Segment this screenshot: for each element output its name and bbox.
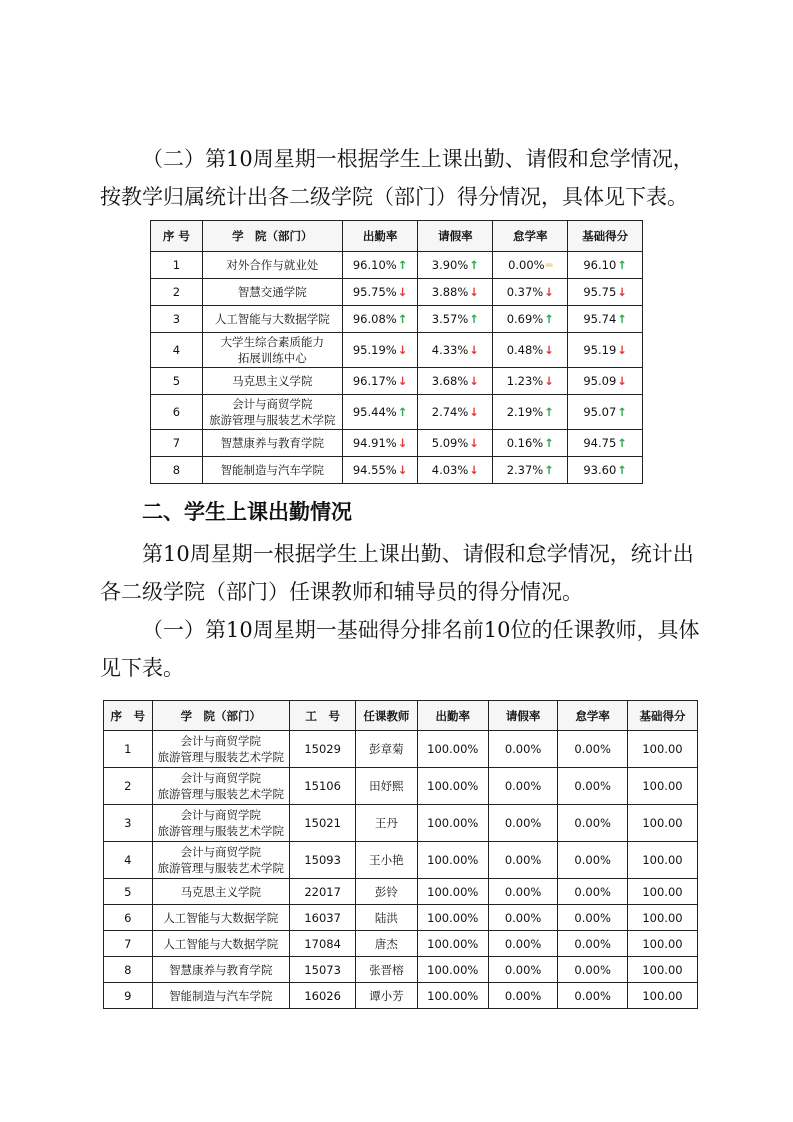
section-heading: 二、学生上课出勤情况: [142, 500, 352, 524]
college-cell: [202, 252, 342, 279]
table-header-row: [151, 221, 643, 252]
attendance-value: 96.10%: [352, 258, 397, 272]
trend-up-icon: ↑: [617, 405, 627, 419]
table-row: [104, 768, 698, 805]
leave-value: 3.90%: [431, 258, 469, 272]
row-number: 7: [104, 931, 153, 957]
teacher-name: 王丹: [356, 805, 418, 842]
col-header-attendance: 出勤率: [342, 221, 418, 252]
base-score: 100.00: [627, 905, 697, 931]
truancy-value: 0.37%: [506, 285, 544, 299]
col-header-college: 学 院（部门）: [152, 701, 290, 731]
employee-id: 15021: [290, 805, 356, 842]
truancy-cell: [493, 395, 568, 430]
truancy-rate: 0.00%: [558, 879, 628, 905]
college-name-line: 智慧交通学院: [237, 285, 307, 299]
leave-value: 4.03%: [431, 463, 469, 477]
trend-down-icon: ↓: [617, 285, 627, 299]
table-row: [151, 306, 643, 333]
college-name-line: 旅游管理与服装艺术学院: [157, 824, 285, 838]
subsection-paragraph: （一）第10周星期一基础得分排名前10位的任课教师，具体见下表。: [100, 618, 700, 680]
score-cell: [568, 368, 643, 395]
trend-up-icon: ↑: [544, 405, 554, 419]
teacher-name: 谭小芳: [356, 983, 418, 1009]
attendance-rate: 100.00%: [417, 983, 488, 1009]
col-header-truancy: 怠学率: [558, 701, 628, 731]
table-row: [104, 905, 698, 931]
attendance-cell: [342, 279, 418, 306]
trend-down-icon: ↓: [544, 374, 554, 388]
score-value: 95.74: [583, 312, 617, 326]
attendance-rate: 100.00%: [417, 905, 488, 931]
table-row: [151, 279, 643, 306]
college-name-line: 对外合作与就业处: [226, 258, 319, 272]
attendance-rate: 100.00%: [417, 731, 488, 768]
trend-down-icon: ↓: [617, 343, 627, 357]
truancy-cell: [493, 368, 568, 395]
base-score: 100.00: [627, 931, 697, 957]
row-number: 2: [151, 279, 203, 306]
employee-id: 15073: [290, 957, 356, 983]
leave-value: 4.33%: [431, 343, 469, 357]
table-row: [104, 931, 698, 957]
score-value: 95.75: [583, 285, 617, 299]
truancy-rate: 0.00%: [558, 905, 628, 931]
teacher-name: 陆洪: [356, 905, 418, 931]
teacher-score-table: [103, 700, 698, 1009]
college-score-table: [150, 220, 643, 484]
trend-down-icon: ↓: [469, 405, 479, 419]
college-name-line: 会计与商贸学院: [180, 808, 262, 822]
attendance-cell: [342, 306, 418, 333]
college-cell: [152, 879, 290, 905]
college-cell: [202, 306, 342, 333]
leave-cell: [418, 279, 493, 306]
truancy-rate: 0.00%: [558, 805, 628, 842]
trend-up-icon: ↑: [617, 436, 627, 450]
row-number: 3: [104, 805, 153, 842]
college-name-line: 会计与商贸学院: [180, 771, 262, 785]
college-name-line: 会计与商贸学院: [180, 734, 262, 748]
attendance-rate: 100.00%: [417, 879, 488, 905]
truancy-rate: 0.00%: [558, 957, 628, 983]
college-name-line: 人工智能与大数据学院: [163, 910, 279, 925]
table-row: [104, 842, 698, 879]
trend-up-icon: ↑: [397, 405, 408, 419]
leave-cell: [418, 252, 493, 279]
attendance-cell: [342, 395, 418, 430]
college-cell: [202, 395, 342, 430]
attendance-value: 96.08%: [352, 312, 397, 326]
truancy-rate: 0.00%: [558, 842, 628, 879]
score-value: 96.10: [583, 258, 617, 272]
leave-cell: [418, 395, 493, 430]
trend-down-icon: ↓: [469, 285, 479, 299]
row-number: 9: [104, 983, 153, 1009]
trend-flat-icon: ═: [545, 258, 553, 272]
truancy-cell: [493, 457, 568, 484]
truancy-cell: [493, 279, 568, 306]
truancy-value: 0.69%: [506, 312, 544, 326]
leave-rate: 0.00%: [488, 957, 558, 983]
college-name-line: 旅游管理与服装艺术学院: [157, 861, 285, 875]
leave-rate: 0.00%: [488, 931, 558, 957]
trend-down-icon: ↓: [544, 343, 554, 357]
truancy-cell: [493, 252, 568, 279]
col-header-truancy: 怠学率: [493, 221, 568, 252]
leave-cell: [418, 430, 493, 457]
leave-rate: 0.00%: [488, 805, 558, 842]
score-cell: [568, 457, 643, 484]
attendance-rate: 100.00%: [417, 931, 488, 957]
trend-up-icon: ↑: [397, 312, 408, 326]
leave-rate: 0.00%: [488, 905, 558, 931]
college-name-line: 旅游管理与服装艺术学院: [209, 413, 336, 427]
trend-down-icon: ↓: [469, 343, 479, 357]
leave-cell: [418, 457, 493, 484]
table-row: [104, 983, 698, 1009]
leave-value: 5.09%: [431, 436, 469, 450]
leave-rate: 0.00%: [488, 768, 558, 805]
college-name-line: 马克思主义学院: [232, 374, 313, 388]
college-cell: [152, 731, 290, 768]
college-name-line: 智慧康养与教育学院: [220, 436, 325, 450]
college-name-line: 旅游管理与服装艺术学院: [157, 787, 285, 801]
col-header-leave: 请假率: [488, 701, 558, 731]
score-value: 95.07: [583, 405, 617, 419]
college-name-line: 旅游管理与服装艺术学院: [157, 750, 285, 764]
row-number: 4: [104, 842, 153, 879]
attendance-cell: [342, 252, 418, 279]
trend-down-icon: ↓: [469, 463, 479, 477]
leave-cell: [418, 306, 493, 333]
table-header-row: [104, 701, 698, 731]
employee-id: 16037: [290, 905, 356, 931]
col-header-score: 基础得分: [627, 701, 697, 731]
college-cell: [152, 983, 290, 1009]
college-cell: [152, 931, 290, 957]
trend-up-icon: ↑: [469, 312, 479, 326]
teacher-name: 彭铃: [356, 879, 418, 905]
truancy-rate: 0.00%: [558, 931, 628, 957]
score-value: 93.60: [583, 463, 617, 477]
truancy-rate: 0.00%: [558, 983, 628, 1009]
trend-up-icon: ↑: [617, 312, 627, 326]
attendance-rate: 100.00%: [417, 768, 488, 805]
trend-up-icon: ↑: [617, 463, 627, 477]
teacher-name: 唐杰: [356, 931, 418, 957]
employee-id: 15029: [290, 731, 356, 768]
trend-up-icon: ↑: [397, 258, 408, 272]
table-row: [104, 879, 698, 905]
truancy-value: 0.48%: [506, 343, 544, 357]
leave-value: 3.88%: [431, 285, 469, 299]
base-score: 100.00: [627, 731, 697, 768]
row-number: 6: [151, 395, 203, 430]
college-cell: [202, 457, 342, 484]
table-row: [151, 333, 643, 368]
table-row: [151, 368, 643, 395]
truancy-cell: [493, 306, 568, 333]
row-number: 1: [151, 252, 203, 279]
leave-value: 3.68%: [431, 374, 469, 388]
score-cell: [568, 333, 643, 368]
employee-id: 17084: [290, 931, 356, 957]
col-header-score: 基础得分: [568, 221, 643, 252]
base-score: 100.00: [627, 957, 697, 983]
truancy-value: 2.37%: [506, 463, 544, 477]
employee-id: 15093: [290, 842, 356, 879]
trend-down-icon: ↓: [397, 374, 408, 388]
truancy-value: 0.00%: [508, 258, 545, 272]
trend-down-icon: ↓: [397, 343, 408, 357]
college-name-line: 人工智能与大数据学院: [163, 936, 279, 951]
attendance-value: 94.55%: [352, 463, 397, 477]
attendance-cell: [342, 368, 418, 395]
trend-down-icon: ↓: [469, 436, 479, 450]
row-number: 3: [151, 306, 203, 333]
col-header-attendance: 出勤率: [417, 701, 488, 731]
table-row: [151, 395, 643, 430]
trend-up-icon: ↑: [544, 463, 554, 477]
col-header-no: 序 号: [104, 701, 153, 731]
college-name-line: 大学生综合素质能力: [220, 335, 325, 349]
base-score: 100.00: [627, 983, 697, 1009]
leave-rate: 0.00%: [488, 731, 558, 768]
col-header-college: 学 院（部门）: [202, 221, 342, 252]
attendance-value: 94.91%: [352, 436, 397, 450]
trend-down-icon: ↓: [469, 374, 479, 388]
table-row: [104, 957, 698, 983]
college-cell: [152, 805, 290, 842]
college-name-line: 会计与商贸学院: [232, 397, 313, 411]
table-row: [104, 805, 698, 842]
attendance-cell: [342, 430, 418, 457]
college-cell: [152, 768, 290, 805]
row-number: 8: [151, 457, 203, 484]
truancy-rate: 0.00%: [558, 768, 628, 805]
teacher-name: 张晋榕: [356, 957, 418, 983]
row-number: 2: [104, 768, 153, 805]
attendance-value: 95.75%: [352, 285, 397, 299]
employee-id: 15106: [290, 768, 356, 805]
trend-up-icon: ↑: [469, 258, 479, 272]
attendance-value: 96.17%: [352, 374, 397, 388]
attendance-rate: 100.00%: [417, 842, 488, 879]
section-paragraph: 第10周星期一根据学生上课出勤、请假和怠学情况，统计出各二级学院（部门）任课教师和辅导员的得分情况。: [100, 542, 694, 604]
college-cell: [152, 842, 290, 879]
teacher-name: 彭章菊: [356, 731, 418, 768]
table-row: [151, 430, 643, 457]
base-score: 100.00: [627, 768, 697, 805]
college-name-line: 智能制造与汽车学院: [220, 463, 325, 477]
college-name-line: 人工智能与大数据学院: [214, 312, 330, 326]
college-cell: [152, 905, 290, 931]
college-name-line: 会计与商贸学院: [180, 845, 262, 859]
attendance-value: 95.44%: [352, 405, 397, 419]
trend-down-icon: ↓: [617, 374, 627, 388]
base-score: 100.00: [627, 805, 697, 842]
score-cell: [568, 279, 643, 306]
score-cell: [568, 306, 643, 333]
college-name-line: 马克思主义学院: [180, 884, 262, 899]
employee-id: 16026: [290, 983, 356, 1009]
college-cell: [202, 279, 342, 306]
col-header-id: 工 号: [290, 701, 356, 731]
score-cell: [568, 252, 643, 279]
trend-up-icon: ↑: [544, 436, 554, 450]
row-number: 6: [104, 905, 153, 931]
row-number: 4: [151, 333, 203, 368]
teacher-name: 田妤熙: [356, 768, 418, 805]
col-header-no: 序 号: [151, 221, 203, 252]
score-value: 95.09: [583, 374, 617, 388]
attendance-rate: 100.00%: [417, 805, 488, 842]
col-header-leave: 请假率: [418, 221, 493, 252]
leave-cell: [418, 333, 493, 368]
base-score: 100.00: [627, 879, 697, 905]
truancy-value: 2.19%: [506, 405, 544, 419]
score-cell: [568, 395, 643, 430]
college-name-line: 智能制造与汽车学院: [169, 988, 273, 1003]
trend-down-icon: ↓: [397, 285, 408, 299]
trend-down-icon: ↓: [397, 436, 408, 450]
college-name-line: 智慧康养与教育学院: [169, 962, 273, 977]
leave-rate: 0.00%: [488, 842, 558, 879]
trend-up-icon: ↑: [544, 312, 554, 326]
attendance-rate: 100.00%: [417, 957, 488, 983]
college-cell: [202, 430, 342, 457]
row-number: 5: [151, 368, 203, 395]
intro-paragraph: （二）第10周星期一根据学生上课出勤、请假和怠学情况，按教学归属统计出各二级学院（部门）得分情况，具体见下表。: [100, 147, 694, 209]
table-row: [104, 731, 698, 768]
leave-value: 3.57%: [431, 312, 469, 326]
col-header-teacher: 任课教师: [356, 701, 418, 731]
college-cell: [202, 368, 342, 395]
employee-id: 22017: [290, 879, 356, 905]
truancy-value: 1.23%: [506, 374, 544, 388]
trend-down-icon: ↓: [397, 463, 408, 477]
attendance-cell: [342, 333, 418, 368]
teacher-name: 王小艳: [356, 842, 418, 879]
score-cell: [568, 430, 643, 457]
base-score: 100.00: [627, 842, 697, 879]
college-name-line: 拓展训练中心: [237, 351, 307, 365]
truancy-cell: [493, 333, 568, 368]
score-value: 94.75: [583, 436, 617, 450]
table-row: [151, 252, 643, 279]
trend-up-icon: ↑: [617, 258, 627, 272]
leave-rate: 0.00%: [488, 983, 558, 1009]
attendance-cell: [342, 457, 418, 484]
leave-cell: [418, 368, 493, 395]
row-number: 1: [104, 731, 153, 768]
row-number: 8: [104, 957, 153, 983]
row-number: 5: [104, 879, 153, 905]
leave-rate: 0.00%: [488, 879, 558, 905]
attendance-value: 95.19%: [352, 343, 397, 357]
row-number: 7: [151, 430, 203, 457]
table-row: [151, 457, 643, 484]
leave-value: 2.74%: [431, 405, 469, 419]
score-value: 95.19: [583, 343, 617, 357]
college-cell: [202, 333, 342, 368]
college-cell: [152, 957, 290, 983]
trend-down-icon: ↓: [544, 285, 554, 299]
truancy-cell: [493, 430, 568, 457]
truancy-value: 0.16%: [506, 436, 544, 450]
truancy-rate: 0.00%: [558, 731, 628, 768]
